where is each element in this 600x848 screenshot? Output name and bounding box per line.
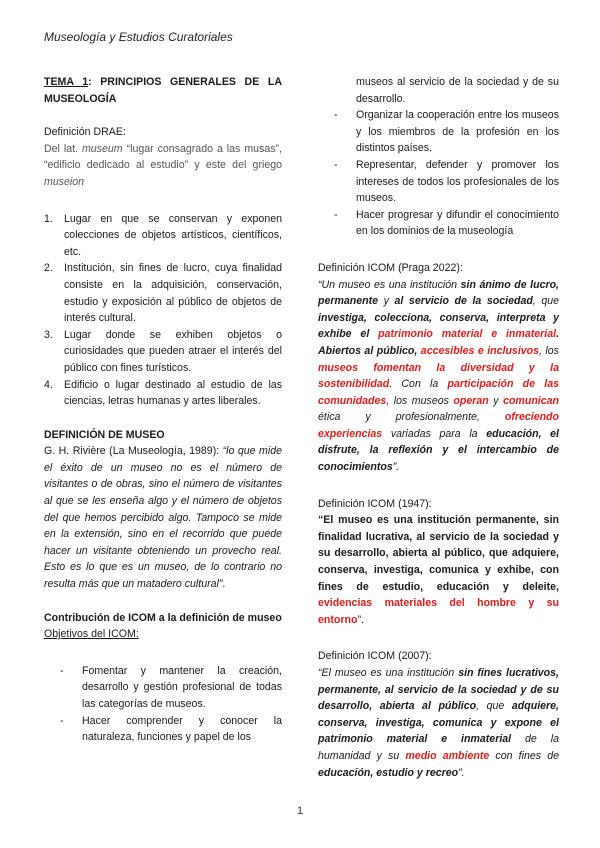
def-bold: “El museo es una institución permanente, sin finalidad lucrativa, al servicio de la sociedad y su desarrollo, abierta al público, que adquiere, conserva, investiga, comunica y exhibe, con fines de estudio, educación y deleite, [318,514,559,593]
def-text: , que [476,700,512,713]
page-number: 1 [296,805,304,817]
list-item: - Hacer progresar y difundir el conocimiento en los dominios de la museología [334,208,559,238]
riviere-quote: “lo que mide el éxito de un museo no es el número de visitantes o de obras, sino el número de visitantes al que se les enseña algo y el número de objetos del que hemos percibido algo. Tampoco se mide en la extensión, sino en el recorrido que puede hacer un visitante obteniendo un provecho real. Esto es lo que es un museo, de lo contrario no resulta más que un matadero cultural” [44,445,282,591]
def-text: , los [539,344,559,357]
def-bold: investiga, colecciona, conserva, interpreta y exhibe el [318,311,559,341]
def-text: y [488,394,504,407]
def-bold: adquiere, conserva, investiga, comunica y expone el patrimonio material e inmaterial [318,700,559,746]
item-number: 4. [44,378,53,391]
def-text: “Un museo es una institución [318,278,461,291]
def-highlight: participación de las comunidades [318,378,559,407]
item-text: Representar, defender y promover los intereses de todos los profesionales de los museos. [356,158,559,205]
def-bold: . Abiertos al público, [318,328,559,357]
def-bold: educación, estudio y recreo [318,766,459,779]
item-text: Institución, sin fines de lucro, cuya finalidad consiste en la adquisición, conservación, estudio y exposición al público de objetos de interés cultural. [64,262,282,325]
def-bold: educación, el disfrute, la reflexión y el intercambio de conocimientos [318,427,560,474]
def-highlight: patrimonio material e inmaterial [378,328,557,341]
def-bold: sin fines lucrativos, permanente, al servicio de la sociedad y de su desarrollo, abierta al público [318,667,559,713]
item-text: Lugar donde se exhiben objetos o curiosidades que pueden atraer el interés del público con fines turísticos. [64,328,282,374]
def-bold: al servicio de la sociedad [394,295,533,308]
title-colon: : [88,76,92,88]
def-highlight: comunican [503,394,559,407]
def-text: y [378,295,395,308]
def-text: ”. [392,461,400,474]
def-text: ética y profesionalmente, [318,411,505,424]
item-number: 2. [44,262,53,275]
title-prefix: TEMA 1 [44,76,89,88]
running-header: Museología y Estudios Curatoriales [44,30,233,44]
item-text: Fomentar y mantener la creación, desarrollo y gestión profesional de todas las categorías de museos. [82,664,282,710]
def-highlight: evidencias materiales del hombre y su entorno [318,597,559,626]
drae-etymology [44,141,282,191]
chapter-title [44,74,282,107]
list-item [44,211,282,261]
drae-list [44,211,282,410]
etym-museum: museum [81,142,123,155]
def-highlight: accesibles e inclusivos [420,344,540,357]
item-number: 1. [44,212,53,225]
item-text: Hacer progresar y difundir el conocimiento en los dominios de la museología [356,208,559,238]
def-highlight: ofreciendo experiencias [318,411,559,440]
def-text: , los museos [386,394,454,407]
def-text: ”. [458,766,465,779]
item-text: Organizar la cooperación entre los museos y los miembros de la profesión en los distintos países. [356,109,559,155]
riviere-author: G. H. Rivière (La Museología, 1989): [44,445,223,458]
list-item-continuation [318,74,559,107]
def-text: “El museo es una institución [318,667,459,679]
list-item [44,260,282,326]
list-item [44,377,282,410]
def-text: . Con la [389,378,448,391]
item-text: museos al servicio de la sociedad y de su desarrollo. [356,76,559,105]
def-highlight: operan [453,394,489,407]
icom2007-definition [318,665,559,781]
def-bold: sin ánimo de lucro, permanente [318,278,559,308]
def-text: variadas para la [382,427,487,440]
def-text: , que [532,295,560,308]
icom1947-definition [318,512,559,628]
def-highlight: medio ambiente [405,749,490,762]
icom2022-heading: Definición ICOM (Praga 2022): [318,261,463,274]
icom-objectives-list-cont [318,74,559,240]
museo-heading: DEFINICIÓN DE MUSEO [44,428,165,441]
drae-heading: Definición DRAE: [44,126,126,139]
item-text: Hacer comprender y conocer la naturaleza, funciones y papel de los [82,714,282,744]
def-highlight: museos fomentan la diversidad y la sostenibilidad [318,361,559,391]
riviere-end: . [222,578,226,591]
item-text: Lugar en que se conservan y exponen colecciones de objetos artísticos, científicos, etc. [64,212,282,258]
list-item: - Fomentar y mantener la creación, desarrollo y gestión profesional de todas las categorías de museos. [60,664,282,710]
def-text: ”. [357,613,364,626]
icom-contrib-heading: Contribución de ICOM a la definición de museo [44,611,282,624]
etym-museion: museion [44,175,85,188]
def-text: de la humanidad y su [318,733,559,762]
right-column [318,74,559,781]
riviere-paragraph [44,443,282,592]
list-item: - Organizar la cooperación entre los museos y los miembros de la profesión en los distintos países. [334,109,559,155]
title-rest: PRINCIPIOS GENERALES DE LA MUSEOLOGÍA [44,76,282,105]
list-item: - Hacer comprender y conocer la naturaleza, funciones y papel de los [60,714,282,744]
item-number: 3. [44,328,53,341]
def-text: con fines de [489,749,559,762]
list-item: - Representar, defender y promover los intereses de todos los profesionales de los museos. [334,158,559,205]
left-column [44,74,282,746]
icom-objectives-list [44,663,282,746]
item-text: Edificio o lugar destinado al estudio de las ciencias, letras humanas y artes liberales. [64,378,282,408]
etym-text-1: Del lat. [44,142,82,155]
icom-objectives-subheading: Objetivos del ICOM: [44,628,139,641]
icom2022-definition [318,277,559,476]
icom1947-heading: Definición ICOM (1947): [318,497,432,510]
etym-text-2: “lugar consagrado a las musas”, “edificio dedicado al estudio” y este del griego [44,142,282,172]
list-item [44,327,282,377]
icom2007-heading: Definición ICOM (2007): [318,650,432,663]
